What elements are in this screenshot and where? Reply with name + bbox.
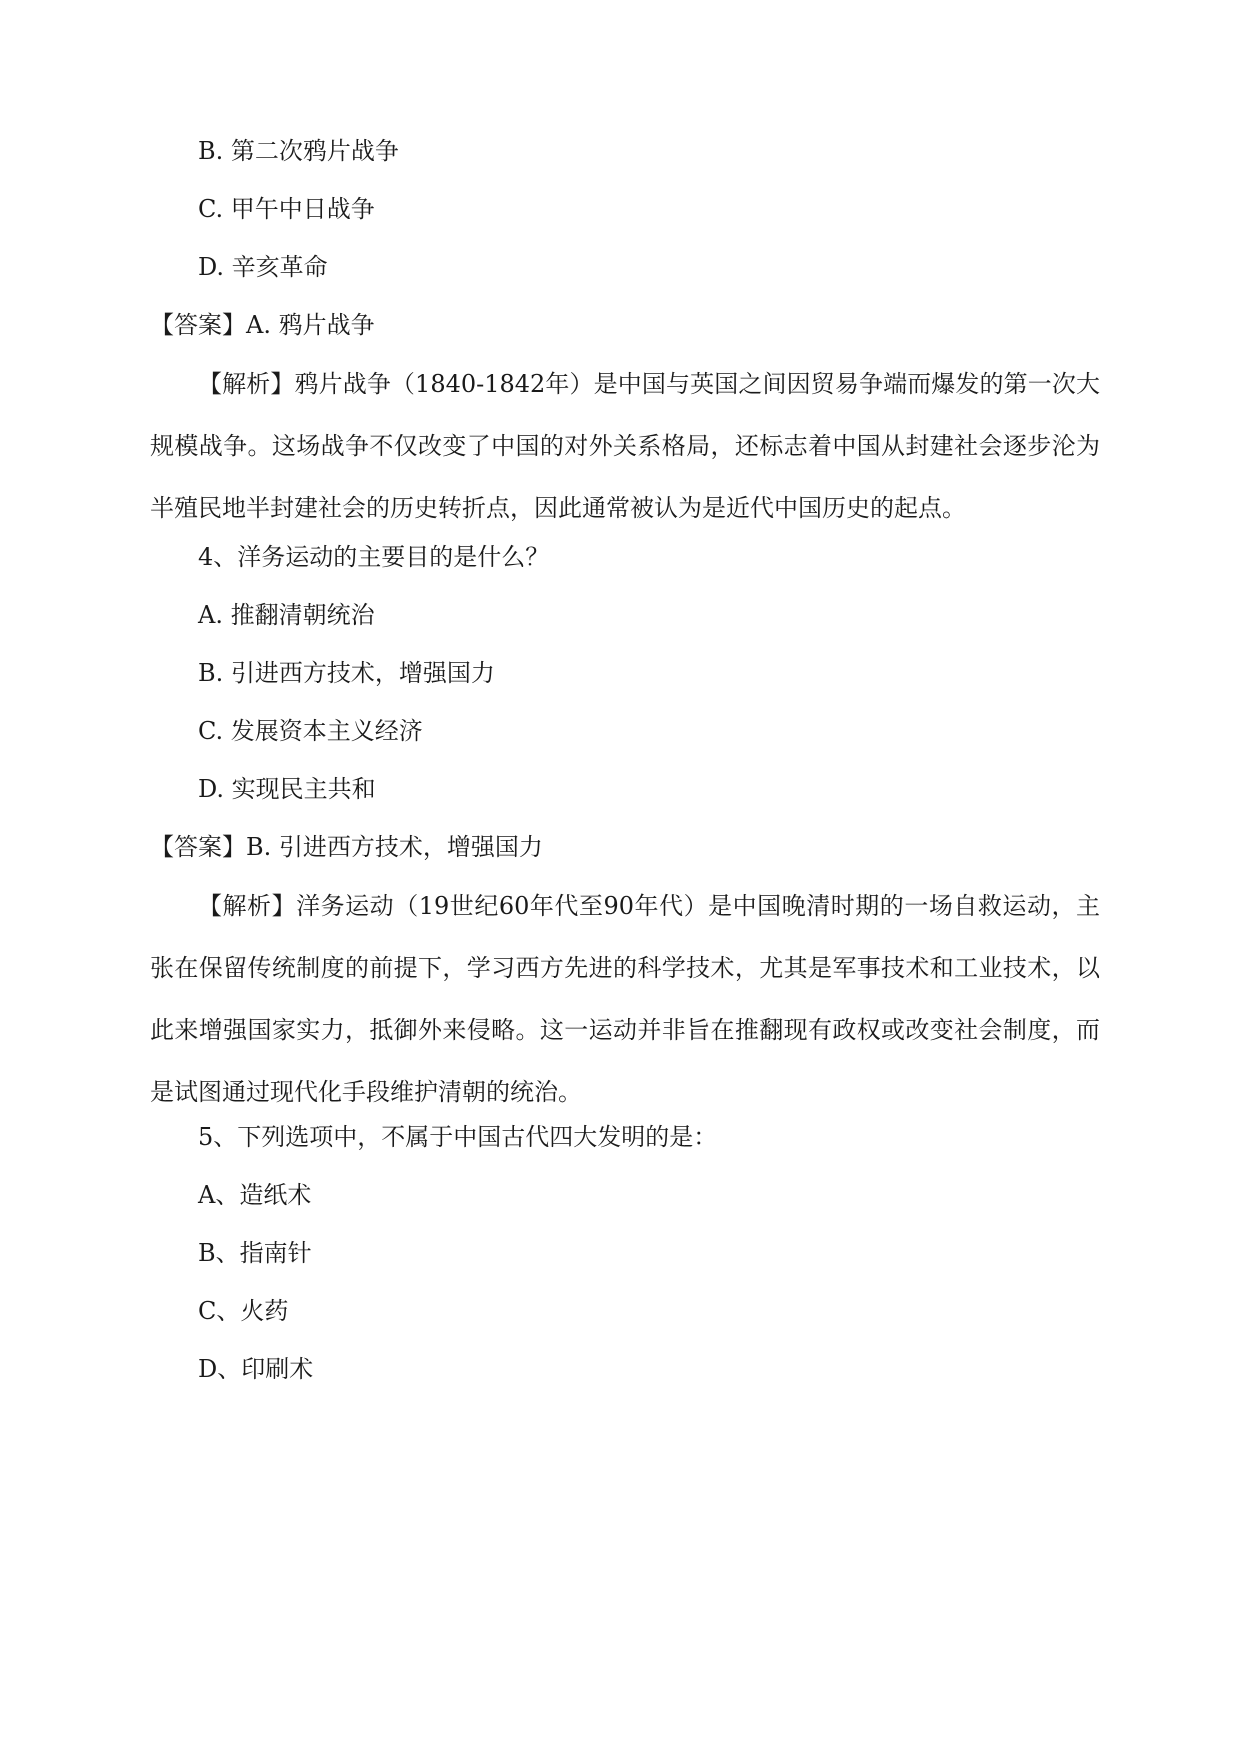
q5-question: 5、下列选项中，不属于中国古代四大发明的是：: [198, 1123, 718, 1151]
q4-analysis: 【解析】洋务运动（19世纪60年代至90年代）是中国晚清时期的一场自救运动，主张在保留传统制度的前提下，学习西方先进的科学技术，尤其是军事技术和工业技术，以此来增强国家实力，抵御外来侵略。这一运动并非旨在推翻现有政权或改变社会制度，而是试图通过现代化手段维护清朝的统治。: [150, 892, 1100, 1106]
q5-option-b: B、指南针: [198, 1239, 312, 1267]
q4-option-d: D. 实现民主共和: [198, 775, 376, 803]
q5-option-d: D、印刷术: [198, 1355, 314, 1383]
q5-option-c: C、火药: [198, 1297, 289, 1325]
q3-analysis: 【解析】鸦片战争（1840-1842年）是中国与英国之间因贸易争端而爆发的第一次大规模战争。这场战争不仅改变了中国的对外关系格局，还标志着中国从封建社会逐步沦为半殖民地半封建社会的历史转折点，因此通常被认为是近代中国历史的起点。: [150, 370, 1100, 522]
q4-answer: 【答案】B. 引进西方技术，增强国力: [150, 833, 543, 861]
q4-option-b: B. 引进西方技术，增强国力: [198, 659, 495, 687]
q4-option-c: C. 发展资本主义经济: [198, 717, 423, 745]
q4-option-a: A. 推翻清朝统治: [198, 601, 375, 629]
q3-answer: 【答案】A. 鸦片战争: [150, 311, 375, 339]
q4-question: 4、洋务运动的主要目的是什么？: [198, 543, 550, 571]
q3-option-b: B. 第二次鸦片战争: [198, 137, 399, 165]
q3-option-d: D. 辛亥革命: [198, 253, 328, 281]
q5-option-a: A、造纸术: [198, 1181, 312, 1209]
q3-option-c: C. 甲午中日战争: [198, 195, 375, 223]
